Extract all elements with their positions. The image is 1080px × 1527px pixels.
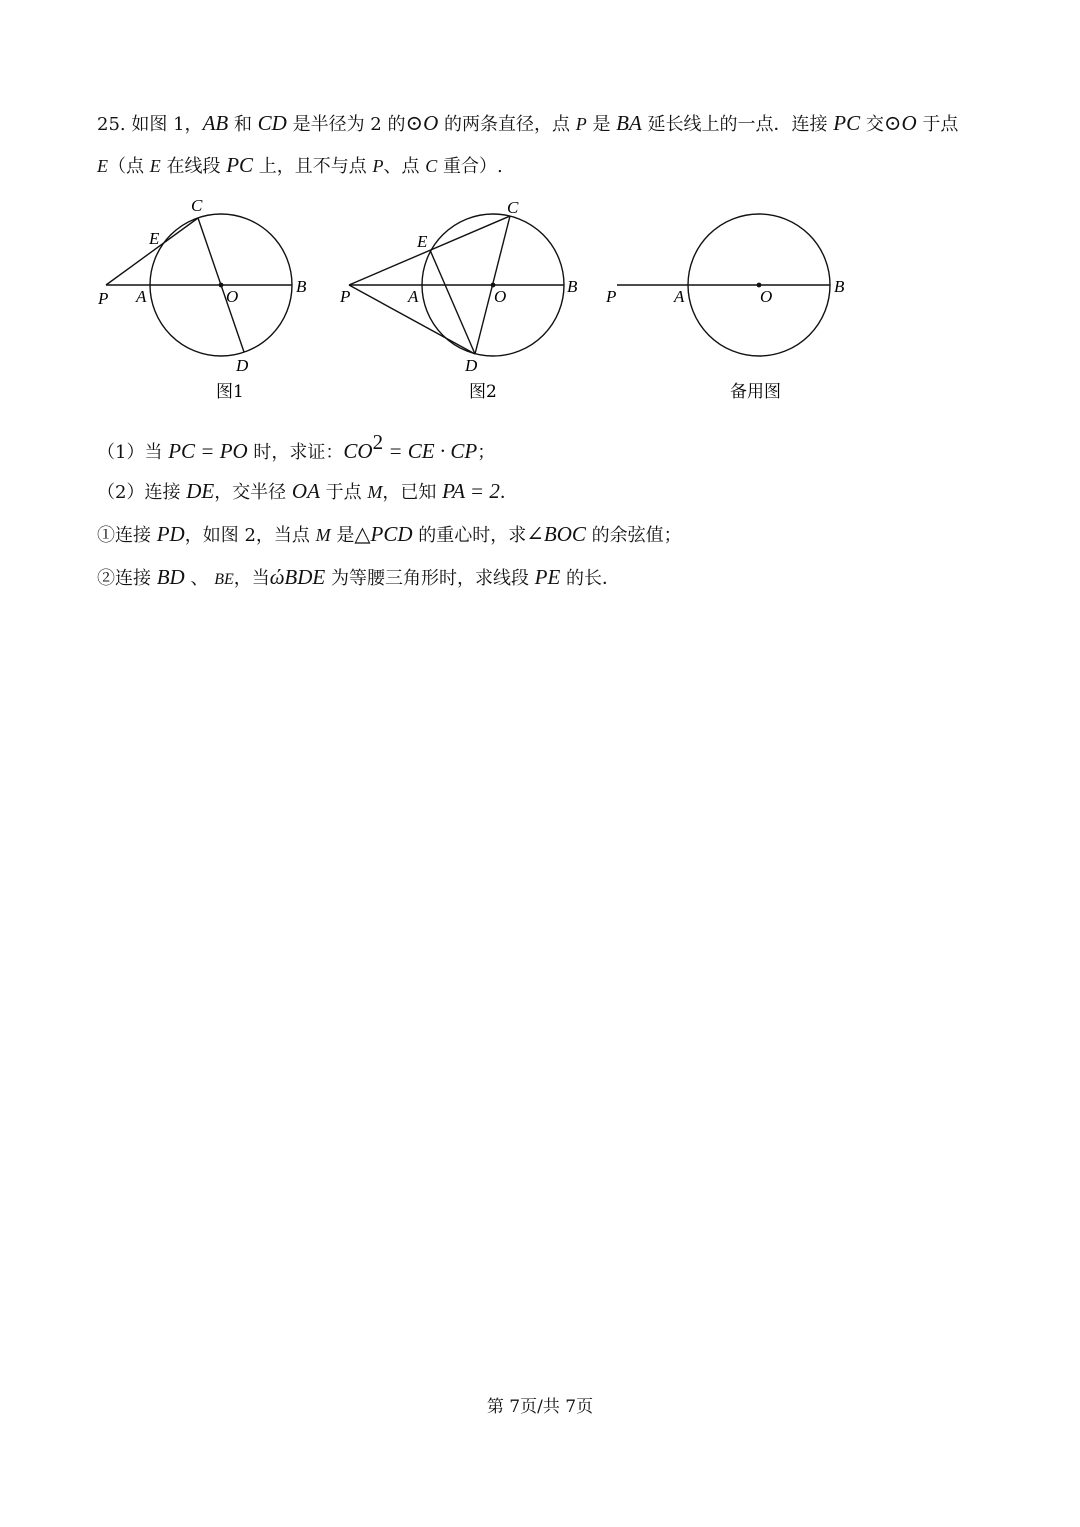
fig1-label-P: P [98,289,109,308]
math-BD: BD [156,565,185,589]
text: ，交半径 [214,482,292,503]
fig1-label-O: O [226,287,239,306]
text: 重合）. [437,156,503,177]
math-PD: PD [156,522,185,546]
text: （2）连接 [97,482,187,503]
text: 的重心时，求 [412,525,527,546]
text: ，如图 2，当点 [184,525,316,546]
part-1 [97,429,495,466]
fig3-label-O: O [760,287,773,306]
fig3-label-P: P [606,287,617,306]
math-CD: CD [257,111,287,135]
text: 于点 [916,114,959,135]
text: 的余弦值； [585,525,682,546]
math-C: C [425,156,438,176]
circle-symbol: ⊙ [405,111,424,135]
text: 和 [228,114,258,135]
text: 于点 [319,482,368,503]
math-CO: CO [343,439,373,463]
text: 的长． [560,568,621,589]
fig3-label-B: B [834,277,845,296]
fig1-label-D: D [236,356,249,375]
fig2-caption: 图2 [469,382,497,402]
math-BA: BA [616,111,642,135]
text: 是 [586,114,617,135]
fig2-label-O: O [494,287,507,306]
fig3-caption: 备用图 [730,382,781,402]
fig1-label-C: C [191,196,203,215]
fig2-label-D: D [465,356,478,375]
figure-1-drawing [106,214,292,356]
math-E: E [97,156,108,176]
problem-intro-line-1 [97,110,958,138]
problem-number: 25. [97,114,126,135]
text: ，当 [233,568,270,589]
math-P: P [372,156,384,176]
text: ； [477,442,496,463]
text: 延长线上的一点．连接 [641,114,834,135]
text: 在线段 [160,156,227,177]
circle-symbol: ⊙ [883,111,902,135]
part-2 [97,478,518,506]
math-PC: PC [226,153,254,177]
figure-spare-drawing [617,214,830,356]
text: 是 [330,525,355,546]
math-PE: PE [534,565,561,589]
sub-question-1 [97,521,682,549]
math-condition: PC = PO [168,439,248,463]
fig2-label-B: B [567,277,578,296]
text: 交 [860,114,884,135]
math-E: E [149,156,161,176]
text: ①连接 [97,525,157,546]
fig2-label-C: C [507,198,519,217]
figure-2-drawing [349,214,564,356]
text: 上，且不与点 [253,156,373,177]
math-O: O [901,111,917,135]
math-BE: BE [214,571,234,588]
fig2-label-E: E [417,232,428,251]
text: （点 [108,156,150,177]
math-M: M [367,482,383,502]
problem-intro-line-2 [97,152,503,180]
math-O: O [423,111,439,135]
fig1-label-B: B [296,277,307,296]
math-M: M [315,525,331,545]
math-triangle-BDE: ώBDE [269,565,326,589]
text: （1）当 [97,442,169,463]
text: ，已知 [382,482,443,503]
fig3-label-A: A [674,287,685,306]
text: 为等腰三角形时，求线段 [325,568,535,589]
text: 是半径为 2 的 [286,114,406,135]
center-dot [219,283,224,288]
fig1-label-E: E [149,229,160,248]
text: 的两条直径，点 [438,114,576,135]
math-DE: DE [186,479,215,503]
text: ②连接 [97,568,157,589]
text: 如图 1， [131,114,203,135]
math-OA: OA [291,479,320,503]
math-angle-BOC: ∠BOC [526,522,586,546]
fig1-caption: 图1 [216,382,244,402]
math-rhs: = CE · CP [383,439,478,463]
text: 、点 [383,156,426,177]
text: ． [499,482,518,503]
fig2-label-P: P [340,287,351,306]
sub-question-2 [97,564,620,593]
fig1-label-A: A [136,287,147,306]
page-footer: 第 7页/共 7页 [486,1397,594,1417]
fig2-label-A: A [408,287,419,306]
math-PC: PC [833,111,861,135]
math-exponent: 2 [372,430,384,454]
text: 时，求证： [247,442,344,463]
math-P: P [575,114,587,134]
math-AB: AB [202,111,229,135]
math-PA-condition: PA = 2 [442,479,500,503]
math-triangle-PCD: △PCD [354,522,413,546]
geometry-figures [90,190,870,415]
text: 、 [184,568,215,589]
